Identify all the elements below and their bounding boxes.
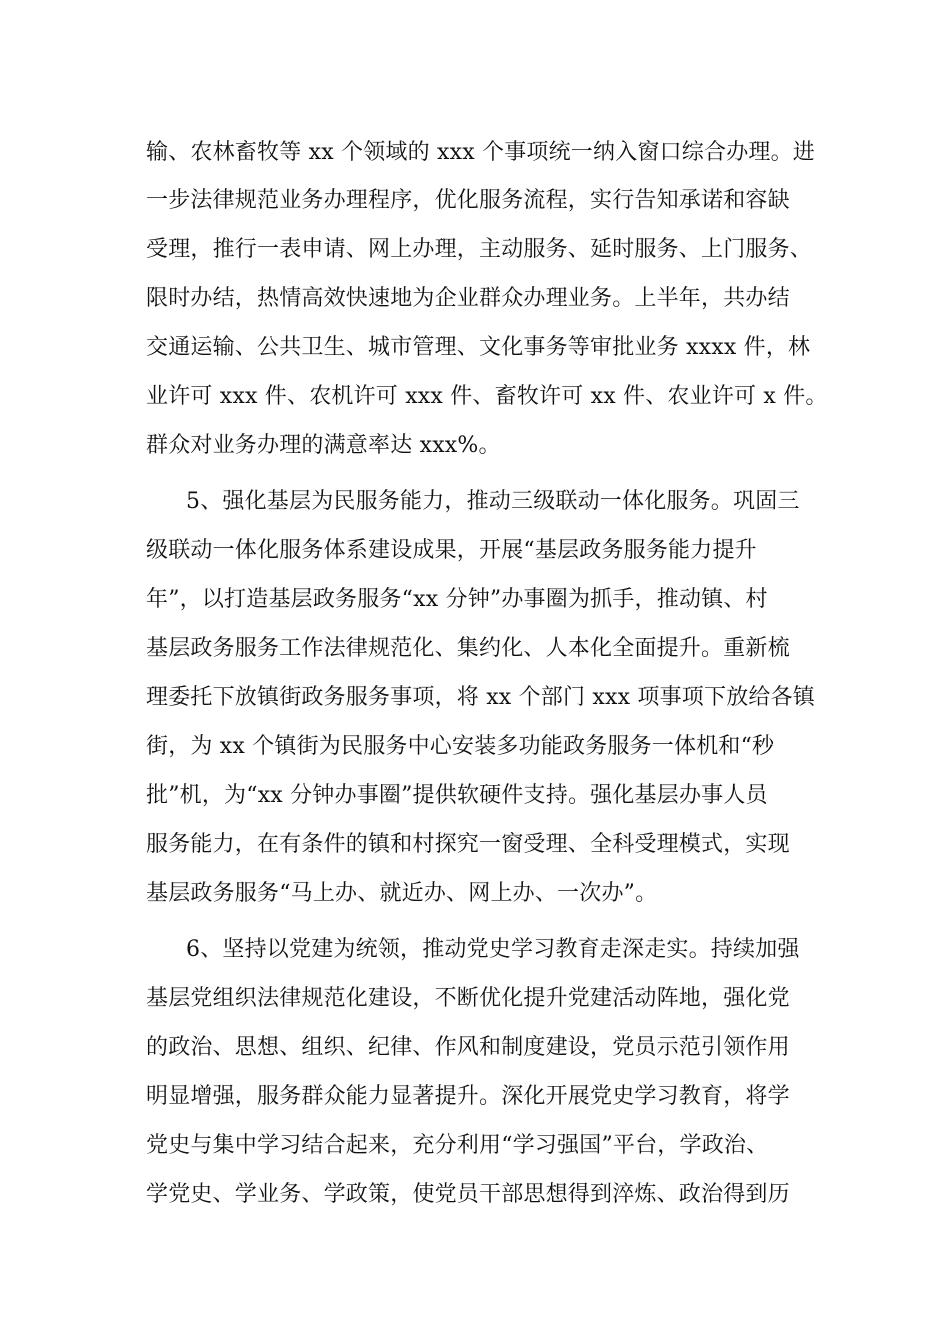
text-line: 群众对业务办理的满意率达 xxx%。 bbox=[146, 433, 501, 458]
text-line: 级联动一体化服务体系建设成果，开展“基层政务服务能力提升 bbox=[146, 538, 757, 563]
text-line: 基层政务服务“马上办、就近办、网上办、一次办”。 bbox=[146, 881, 658, 906]
text-line: 街，为 xx 个镇街为民服务中心安装多功能政务服务一体机和“秒 bbox=[146, 734, 775, 759]
text-line: 年”，以打造基层政务服务“xx 分钟”办事圈为抓手，推动镇、村 bbox=[146, 587, 768, 612]
text-line: 基层政务服务工作法律规范化、集约化、人本化全面提升。重新梳 bbox=[146, 636, 790, 661]
text-line: 的政治、思想、组织、纪律、作风和制度建设，党员示范引领作用 bbox=[146, 1035, 790, 1060]
text-line: 限时办结，热情高效快速地为企业群众办理业务。上半年，共办结 bbox=[146, 286, 790, 311]
paragraph-heading-5: 5、强化基层为民服务能力，推动三级联动一体化服务。巩固三 bbox=[186, 489, 800, 514]
text-line: 交通运输、公共卫生、城市管理、文化事务等审批业务 xxxx 件，林 bbox=[146, 335, 811, 360]
text-line: 受理，推行一表申请、网上办理，主动服务、延时服务、上门服务、 bbox=[146, 237, 813, 262]
text-line: 理委托下放镇街政务服务事项，将 xx 个部门 xxx 项事项下放给各镇 bbox=[146, 685, 816, 710]
paragraph-heading-6: 6、坚持以党建为统领，推动党史学习教育走深走实。持续加强 bbox=[186, 937, 800, 962]
text-line: 学党史、学业务、学政策，使党员干部思想得到淬炼、政治得到历 bbox=[146, 1182, 790, 1207]
text-line: 明显增强，服务群众能力显著提升。深化开展党史学习教育，将学 bbox=[146, 1084, 790, 1109]
text-line: 党史与集中学习结合起来，充分利用“学习强国”平台，学政治、 bbox=[146, 1133, 769, 1158]
text-line: 服务能力，在有条件的镇和村探究一窗受理、全科受理模式，实现 bbox=[146, 832, 790, 857]
text-line: 批”机，为“xx 分钟办事圈”提供软硬件支持。强化基层办事人员 bbox=[146, 783, 768, 808]
text-line: 业许可 xxx 件、农机许可 xxx 件、畜牧许可 xx 件、农业许可 x 件。 bbox=[146, 384, 828, 409]
text-line: 输、农林畜牧等 xx 个领域的 xxx 个事项统一纳入窗口综合办理。进 bbox=[146, 140, 816, 165]
text-line: 基层党组织法律规范化建设，不断优化提升党建活动阵地，强化党 bbox=[146, 986, 790, 1011]
text-line: 一步法律规范业务办理程序，优化服务流程，实行告知承诺和容缺 bbox=[146, 188, 790, 213]
